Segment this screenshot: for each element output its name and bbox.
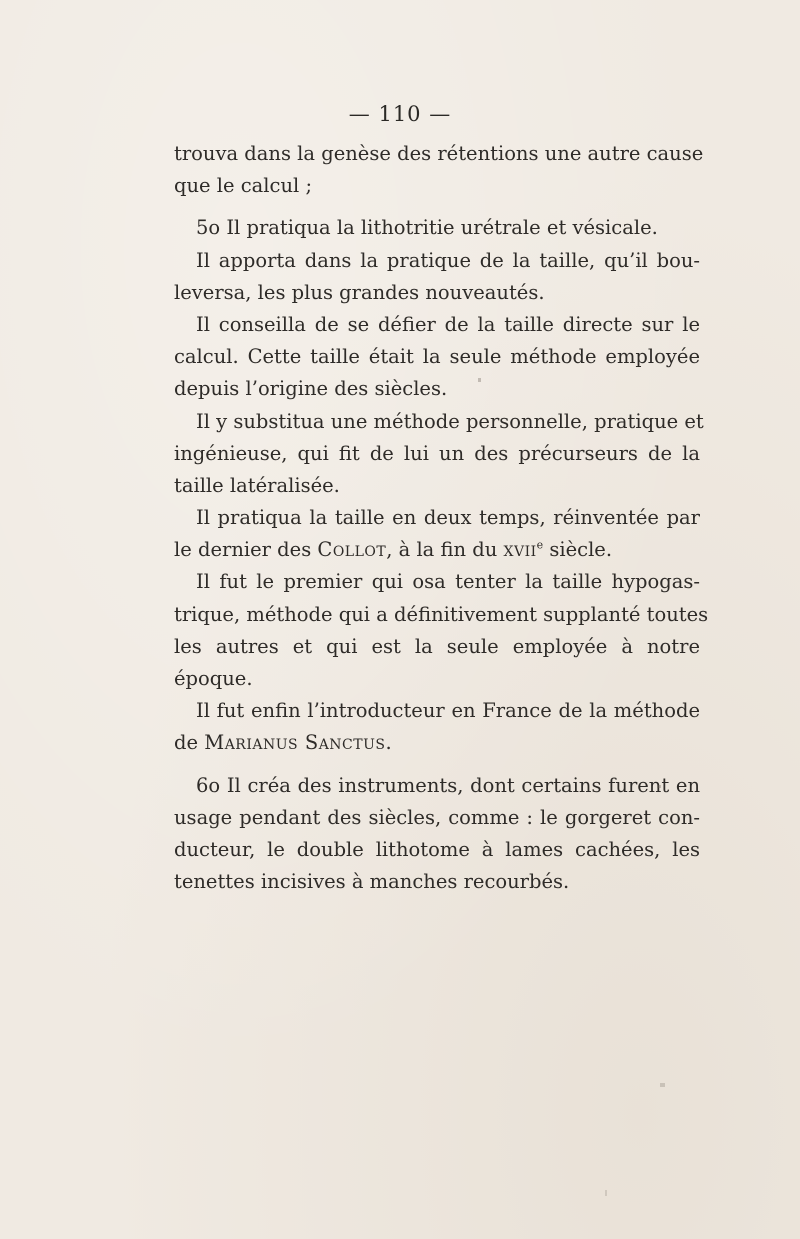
small-caps-name: Marianus Sanctus bbox=[204, 731, 386, 755]
text-line: trouva dans la genèse des rétentions une autre cause bbox=[174, 142, 704, 165]
text-run: le dernier des bbox=[174, 538, 318, 562]
text-line: que le calcul ; bbox=[174, 174, 313, 198]
text-line: 6o Il créa des instruments, dont certains furent en bbox=[196, 773, 700, 797]
page-number: — 110 — bbox=[348, 102, 452, 126]
paper-speck bbox=[657, 785, 661, 788]
text-line: Il fut enfin l’introducteur en France de la méthode bbox=[196, 699, 700, 723]
text-line: depuis l’origine des siècles. bbox=[174, 377, 448, 401]
paper-speck bbox=[605, 1190, 607, 1196]
text-line bbox=[174, 727, 700, 759]
text-line: Il conseilla de se défier de la taille directe sur le bbox=[196, 312, 700, 336]
text-run: siècle. bbox=[543, 538, 613, 562]
paper-speck bbox=[478, 378, 481, 382]
text-line: Il apporta dans la pratique de la taille, qu’il bou- bbox=[196, 248, 700, 272]
small-caps-name: xvii bbox=[503, 538, 537, 562]
text-run: de bbox=[174, 731, 205, 755]
superscript: e bbox=[536, 538, 544, 552]
body-text bbox=[174, 138, 709, 898]
text-line: les autres et qui est la seule employée à notre bbox=[174, 634, 700, 658]
text-line: leversa, les plus grandes nouveautés. bbox=[174, 280, 545, 304]
text-run: . bbox=[385, 731, 392, 755]
text-run: , à la fin du bbox=[386, 538, 504, 562]
text-line: taille latéralisée. bbox=[174, 473, 340, 497]
text-line: ingénieuse, qui fit de lui un des précurseurs de la bbox=[174, 441, 700, 465]
small-caps-name: Collot bbox=[317, 538, 387, 562]
text-line: Il pratiqua la taille en deux temps, réinventée par bbox=[196, 506, 700, 530]
paragraph-gap bbox=[174, 760, 700, 770]
text-line bbox=[174, 534, 700, 566]
text-line: Il fut le premier qui osa tenter la taille hypogas- bbox=[196, 570, 700, 594]
text-line: époque. bbox=[174, 667, 253, 690]
paragraph-gap bbox=[174, 202, 700, 212]
text-line: trique, méthode qui a définitivement supplanté toutes bbox=[174, 602, 709, 626]
text-line: calcul. Cette taille était la seule méthode employée bbox=[174, 345, 700, 369]
text-line: Il y substitua une méthode personnelle, pratique et bbox=[196, 409, 704, 433]
text-line: tenettes incisives à manches recourbés. bbox=[174, 870, 570, 894]
text-line: 5o Il pratiqua la lithotritie urétrale et vésicale. bbox=[196, 216, 658, 240]
text-line: usage pendant des siècles, comme : le gorgeret con- bbox=[174, 805, 700, 829]
paper-speck bbox=[660, 1083, 665, 1087]
text-line: ducteur, le double lithotome à lames cachées, les bbox=[174, 837, 700, 861]
